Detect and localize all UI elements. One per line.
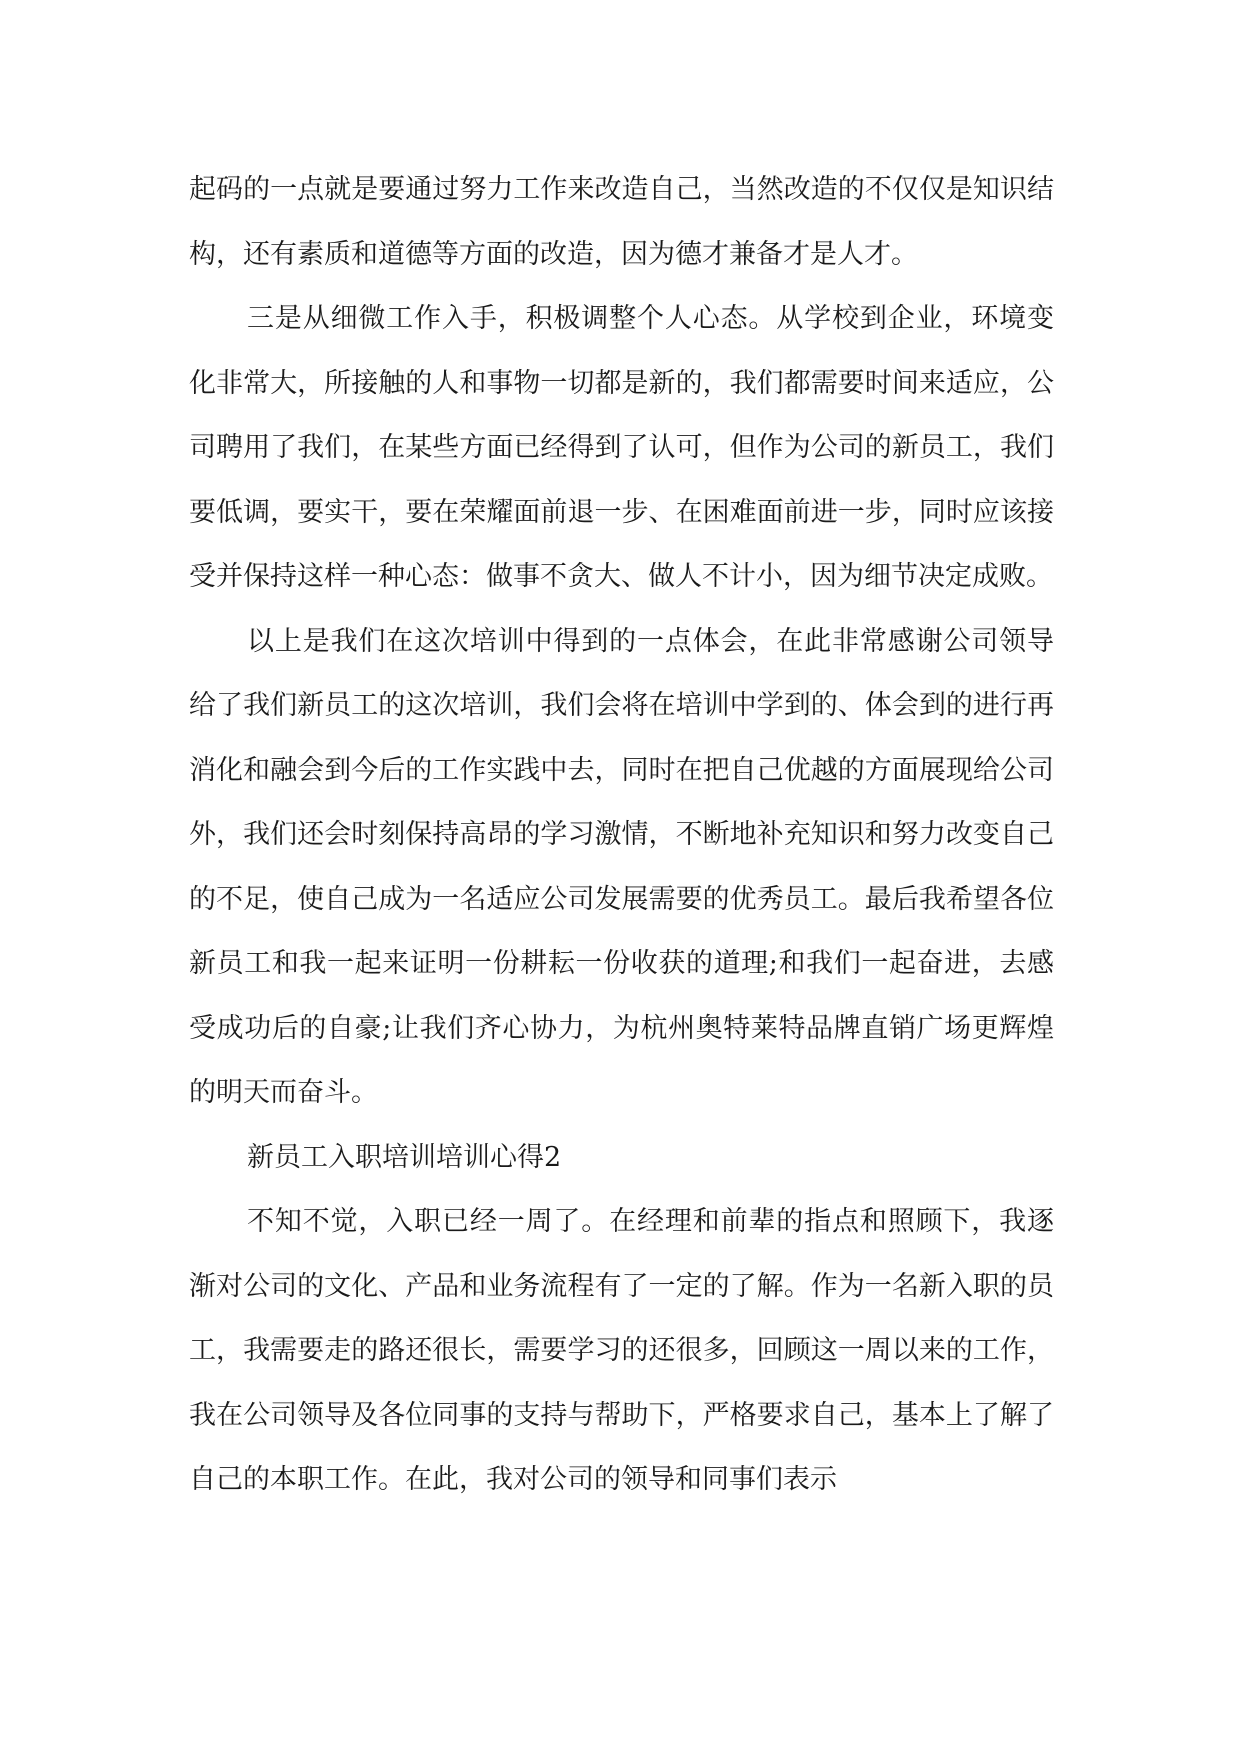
paragraph-mindset: 三是从细微工作入手，积极调整个人心态。从学校到企业，环境变化非常大，所接触的人和事物一切都是新的，我们都需要时间来适应，公司聘用了我们，在某些方面已经得到了认可，但作为公司的新员工，我们要低调，要实干，要在荣耀面前退一步、在困难面前进一步，同时应该接受并保持这样一种心态：做事不贪大、做人不计小，因为细节决定成败。 [189,303,1054,592]
document-body [189,158,1054,1513]
paragraph-first-week: 不知不觉，入职已经一周了。在经理和前辈的指点和照顾下，我逐渐对公司的文化、产品和业务流程有了一定的了解。作为一名新入职的员工，我需要走的路还很长，需要学习的还很多，回顾这一周以来的工作，我在公司领导及各位同事的支持与帮助下，严格要求自己，基本上了解了自己的本职工作。在此，我对公司的领导和同事们表示 [189,1206,1054,1495]
paragraph-continuation: 起码的一点就是要通过努力工作来改造自己，当然改造的不仅仅是知识结构，还有素质和道德等方面的改造，因为德才兼备才是人才。 [189,174,1054,270]
section-heading: 新员工入职培训培训心得2 [247,1141,562,1173]
paragraph-conclusion: 以上是我们在这次培训中得到的一点体会，在此非常感谢公司领导给了我们新员工的这次培训，我们会将在培训中学到的、体会到的进行再消化和融会到今后的工作实践中去，同时在把自己优越的方面展现给公司外，我们还会时刻保持高昂的学习激情，不断地补充知识和努力改变自己的不足，使自己成为一名适应公司发展需要的优秀员工。最后我希望各位新员工和我一起来证明一份耕耘一份收获的道理;和我们一起奋进，去感受成功后的自豪;让我们齐心协力，为杭州奥特莱特品牌直销广场更辉煌的明天而奋斗。 [189,625,1054,1108]
